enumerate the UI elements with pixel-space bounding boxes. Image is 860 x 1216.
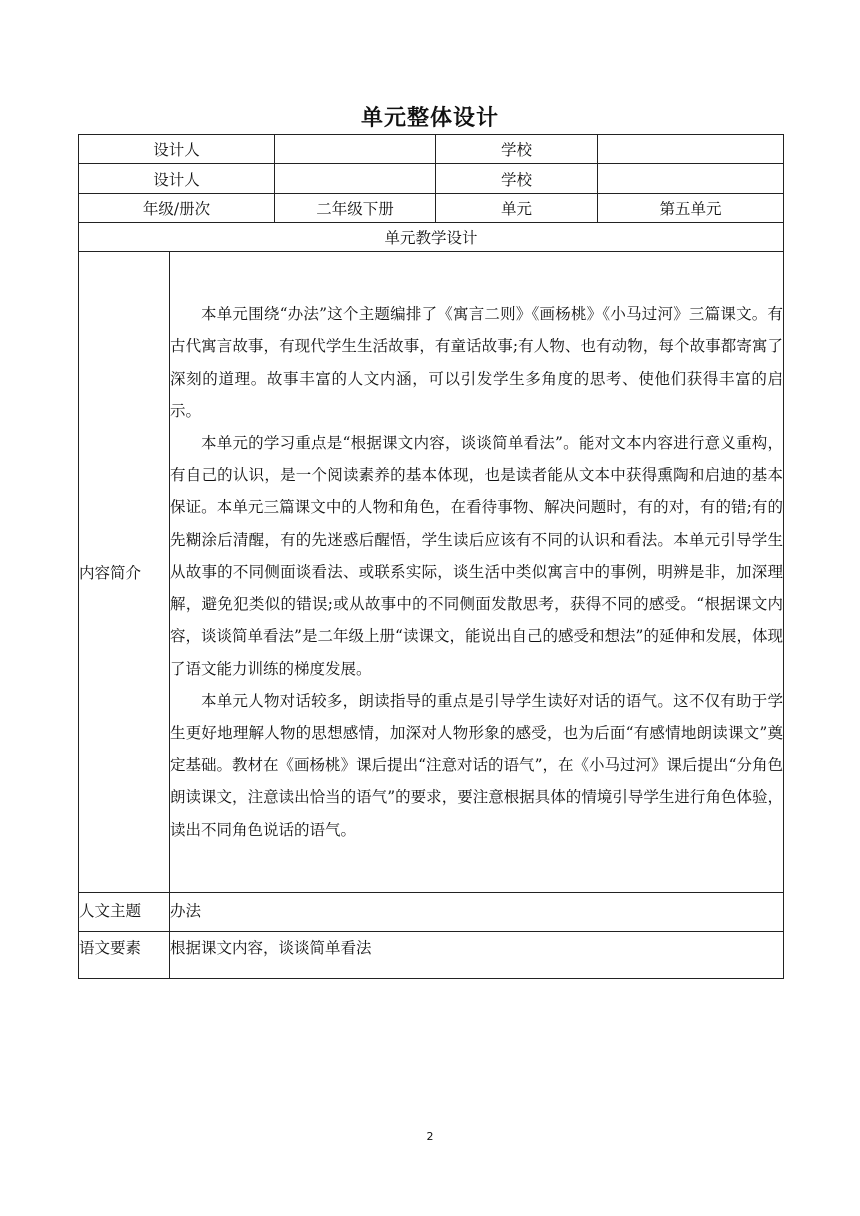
table-row xyxy=(79,164,784,194)
elements-label: 语文要素 xyxy=(79,932,170,979)
designer-value[interactable] xyxy=(275,135,436,164)
intro-content xyxy=(170,252,784,893)
school-value[interactable] xyxy=(598,164,784,194)
intro-label: 内容简介 xyxy=(79,252,170,893)
school-label: 学校 xyxy=(436,164,598,194)
theme-value: 办法 xyxy=(170,893,784,932)
unit-label: 单元 xyxy=(436,194,598,223)
intro-paragraph: 本单元围绕“办法”这个主题编排了《寓言二则》《画杨桃》《小马过河》三篇课文。有古代寓言故事，有现代学生生活故事，有童话故事;有人物、也有动物，每个故事都寄寓了深刻的道理。故事丰富的人文内涵，可以引发学生多角度的思考、使他们获得丰富的启示。 xyxy=(170,305,784,420)
table-row xyxy=(79,194,784,223)
unit-design-table xyxy=(78,134,784,979)
page-title: 单元整体设计 xyxy=(360,106,499,131)
designer-value[interactable] xyxy=(275,164,436,194)
school-value[interactable] xyxy=(598,135,784,164)
grade-volume-label: 年级/册次 xyxy=(79,194,275,223)
table-row xyxy=(79,932,784,979)
designer-label: 设计人 xyxy=(79,164,275,194)
grade-volume-value: 二年级下册 xyxy=(275,194,436,223)
theme-label: 人文主题 xyxy=(79,893,170,932)
unit-value: 第五单元 xyxy=(598,194,784,223)
table-row xyxy=(79,223,784,252)
intro-paragraph: 本单元人物对话较多，朗读指导的重点是引导学生读好对话的语气。这不仅有助于学生更好地理解人物的思想感情，加深对人物形象的感受，也为后面“有感情地朗读课文”奠定基础。教材在《画杨桃》课后提出“注意对话的语气”，在《小马过河》课后提出“分角色朗读课文，注意读出恰当的语气”的要求，要注意根据具体的情境引导学生进行角色体验，读出不同角色说话的语气。 xyxy=(170,691,784,839)
designer-label: 设计人 xyxy=(79,135,275,164)
table-row xyxy=(79,252,784,893)
table-row xyxy=(79,135,784,164)
elements-value: 根据课文内容，谈谈简单看法 xyxy=(170,932,784,979)
page-number: 2 xyxy=(426,1130,434,1143)
table-row xyxy=(79,893,784,932)
intro-paragraph: 本单元的学习重点是“根据课文内容，谈谈简单看法”。能对文本内容进行意义重构，有自己的认识，是一个阅读素养的基本体现，也是读者能从文本中获得熏陶和启迪的基本保证。本单元三篇课文中的人物和角色，在看待事物、解决问题时，有的对，有的错;有的先糊涂后清醒，有的先迷惑后醒悟，学生读后应该有不同的认识和看法。本单元引导学生从故事的不同侧面谈看法、或联系实际，谈生活中类似寓言中的事例，明辨是非，加深理解，避免犯类似的错误;或从故事中的不同侧面发散思考，获得不同的感受。“根据课文内容，谈谈简单看法”是二年级上册“读课文，能说出自己的感受和想法”的延伸和发展，体现了语文能力训练的梯度发展。 xyxy=(170,434,784,678)
school-label: 学校 xyxy=(436,135,598,164)
section-title: 单元教学设计 xyxy=(79,223,784,252)
